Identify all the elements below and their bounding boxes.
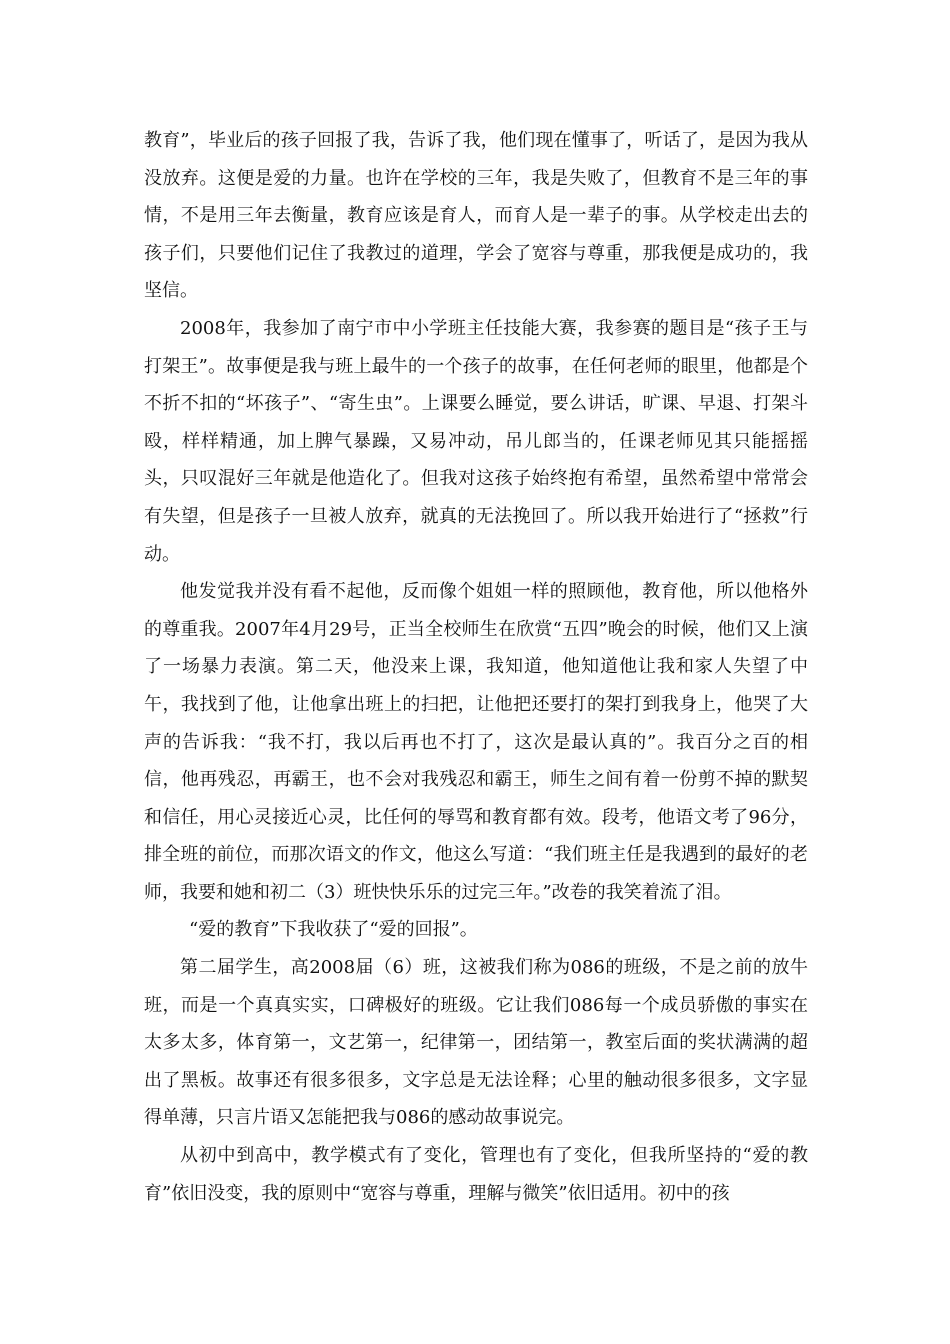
paragraph-6: 从初中到高中，教学模式有了变化，管理也有了变化，但我所坚持的“爱的教育”依旧没变，我的原则中“宽容与尊重，理解与微笑”依旧适用。初中的孩: [144, 1145, 808, 1204]
document-body: [144, 122, 808, 1212]
paragraph-2: 2008年，我参加了南宁市中小学班主任技能大赛，我参赛的题目是“孩子王与打架王”。故事便是我与班上最牛的一个孩子的故事，在任何老师的眼里，他都是个不折不扣的“坏孩子”、“寄生虫”。上课要么睡觉，要么讲话，旷课、早退、打架斗殴，样样精通，加上脾气暴躁，又易冲动，吊儿郎当的，任课老师见其只能摇摇头，只叹混好三年就是他造化了。但我对这孩子始终抱有希望，虽然希望中常常会有失望，但是孩子一旦被人放弃，就真的无法挽回了。所以我开始进行了“拯救”行动。: [144, 317, 808, 565]
paragraph-4: “爱的教育”下我收获了“爱的回报”。: [189, 919, 478, 941]
paragraph-3: 他发觉我并没有看不起他，反而像个姐姐一样的照顾他，教育他，所以他格外的尊重我。2007年4月29号，正当全校师生在欣赏“五四”晚会的时候，他们又上演了一场暴力表演。第二天，他没来上课，我知道，他知道他让我和家人失望了中午，我找到了他，让他拿出班上的扫把，让他把还要打的架打到我身上，他哭了大声的告诉我：“我不打，我以后再也不打了，这次是最认真的”。我百分之百的相信，他再残忍，再霸王，也不会对我残忍和霸王，师生之间有着一份剪不掉的默契和信任，用心灵接近心灵，比任何的辱骂和教育都有效。段考，他语文考了96分，排全班的前位，而那次语文的作文，他这么写道：“我们班主任是我遇到的最好的老师，我要和她和初二（3）班快快乐乐的过完三年。”改卷的我笑着流了泪。: [144, 581, 808, 903]
paragraph-5: 第二届学生，高2008届（6）班，这被我们称为086的班级，不是之前的放牛班，而是一个真真实实，口碑极好的班级。它让我们086每一个成员骄傲的事实在太多太多，体育第一，文艺第一，纪律第一，团结第一，教室后面的奖状满满的超出了黑板。故事还有很多很多，文字总是无法诠释；心里的触动很多很多，文字显得单薄，只言片语又怎能把我与086的感动故事说完。: [144, 957, 808, 1129]
paragraph-1: 教育”，毕业后的孩子回报了我，告诉了我，他们现在懂事了，听话了，是因为我从没放弃。这便是爱的力量。也许在学校的三年，我是失败了，但教育不是三年的事情，不是用三年去衡量，教育应该是育人，而育人是一辈子的事。从学校走出去的孩子们，只要他们记住了我教过的道理，学会了宽容与尊重，那我便是成功的，我坚信。: [144, 130, 808, 302]
